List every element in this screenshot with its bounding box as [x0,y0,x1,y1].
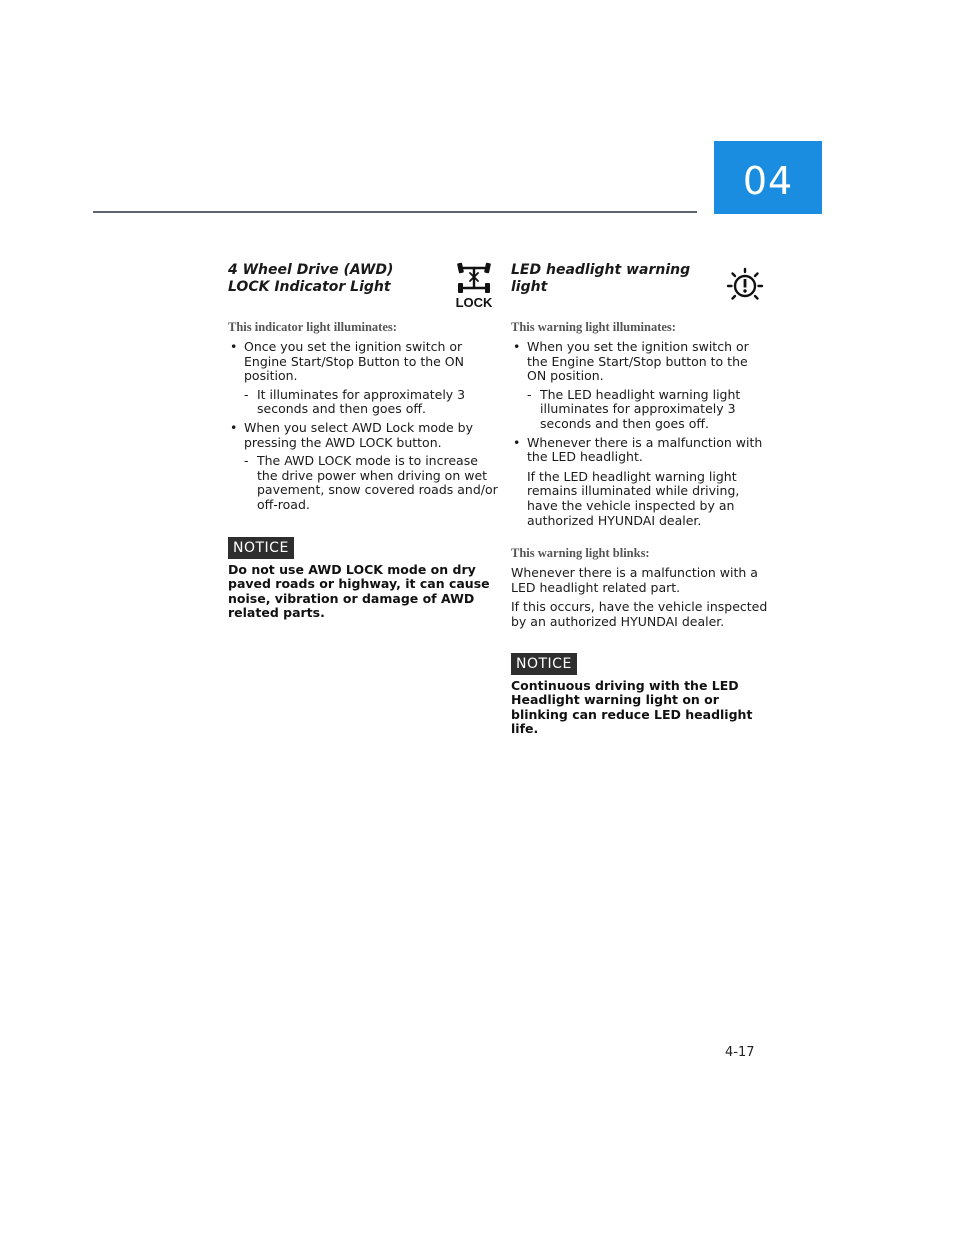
list-item [228,340,498,417]
bullet-list [511,340,769,528]
paragraph: If this occurs, have the vehicle inspected by an authorized HYUNDAI dealer. [511,599,768,629]
sub-heading: This warning light illuminates: [511,320,676,334]
sub-heading: This indicator light illuminates: [228,320,397,334]
sub-list-item: - The LED headlight warning light illuminates for approximately 3 seconds and then goes off. [527,388,769,432]
list-item [511,436,769,529]
notice-text: Do not use AWD LOCK mode on dry paved roads or highway, it can cause noise, vibration or damage of AWD related parts. [228,561,490,621]
notice-text: Continuous driving with the LED Headlight warning light on or blinking can reduce LED headlight life. [511,677,753,737]
list-item [228,421,498,513]
led-headlight-section [511,262,769,737]
section-heading: 4 Wheel Drive (AWD) LOCK Indicator Light [228,262,394,295]
paragraph: Whenever there is a malfunction with a LED headlight related part. [511,565,758,595]
warning-sun-icon [725,266,765,306]
list-item-note: If the LED headlight warning light remains illuminated while driving, have the vehicle inspected by an authorized HYUNDAI dealer. [527,468,740,528]
awd-lock-icon [452,262,496,312]
notice-badge: NOTICE [228,537,294,559]
list-item-text: Whenever there is a malfunction with the LED headlight. [527,434,763,465]
sub-list [244,388,498,417]
chapter-divider-rule [93,211,697,213]
chapter-number: 04 [742,159,794,203]
list-item [511,340,769,432]
list-item-text: Once you set the ignition switch or Engine Start/Stop Button to the ON position. [244,339,464,384]
awd-lock-icon-label: LOCK [455,295,493,310]
led-headlight-warning-icon [725,266,765,306]
list-item-text: When you set the ignition switch or the Engine Start/Stop button to the ON position. [527,339,749,384]
sub-list [244,454,498,512]
bullet-list [228,340,498,513]
sub-list-item: - The AWD LOCK mode is to increase the drive power when driving on wet pavement, snow covered roads and/or off-road. [244,454,498,512]
section-heading: LED headlight warning light [511,262,691,295]
list-item-text: When you select AWD Lock mode by pressing the AWD LOCK button. [244,419,473,450]
page-number: 4-17 [725,1045,755,1060]
notice-badge: NOTICE [511,653,577,675]
sub-list [527,388,769,432]
led-heading-row [511,262,769,318]
awd-lock-section [228,262,498,621]
chapter-tab [714,141,822,214]
sub-list-item: - It illuminates for approximately 3 seconds and then goes off. [244,388,498,417]
sub-heading: This warning light blinks: [511,546,650,561]
awd-lock-heading-row [228,262,498,318]
awd-drivetrain-icon [452,262,496,296]
